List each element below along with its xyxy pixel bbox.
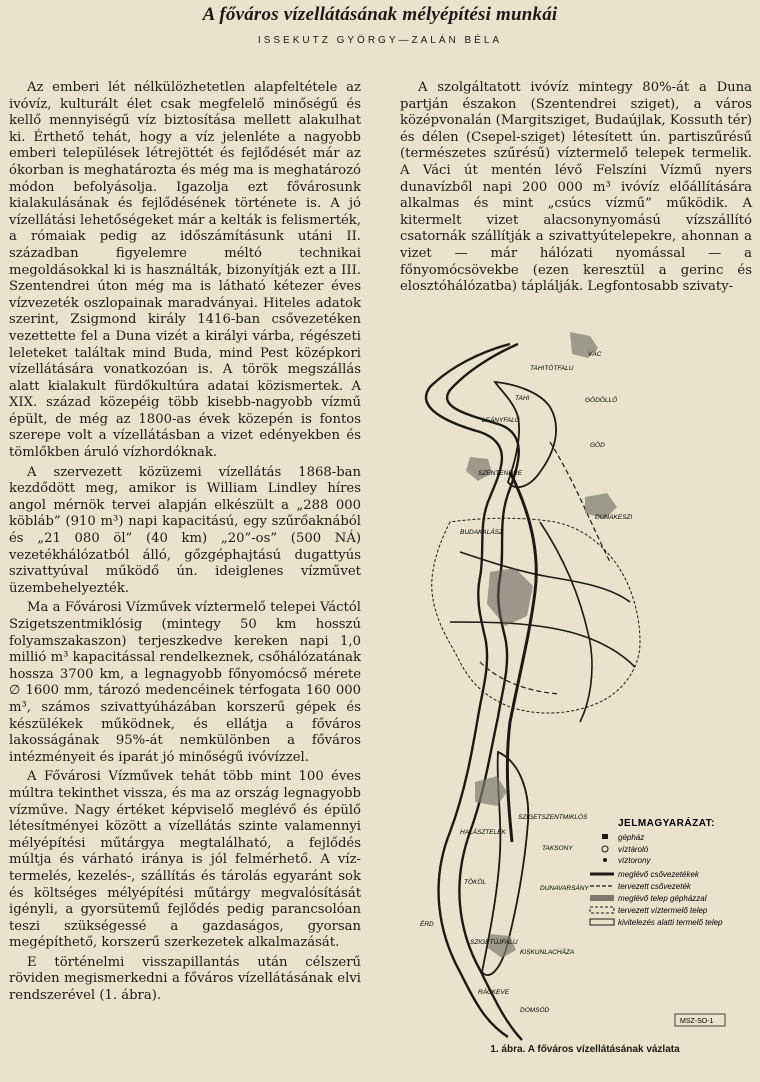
paragraph: A szervezett közüzemi vízellátás 1868-ban kezdődött meg, amikor is William Lindley híres angol mérnök tervei alapján elkészült a „288 000 köbláb” (910 m³) napi kapacitású, egy szűrőaknából és „21 080 öl” (40 km) „20”-os” (500 NÁ) vezetékhálózatból álló, gőzgéphajtású dugattyús szivattyúval működő ún. ideiglenes vízművet üzembehelyezték. [9, 464, 361, 596]
river-east-bank [447, 344, 522, 1040]
map-ref-tag: MSZ-SO-1 [680, 1018, 714, 1025]
legend-item: meglévő telep gépházzal [618, 894, 707, 903]
place-label: TAKSONY [542, 845, 573, 852]
place-label: RÁCKEVE [478, 989, 510, 996]
legend-item: tervezett csővezeték [618, 882, 691, 891]
place-label: VÁC [588, 351, 602, 358]
place-label: SZENTENDRE [478, 470, 523, 477]
paragraph: E történelmi visszapillantás után célszerű röviden megismerkedni a főváros vízellátásának elvi rendszerével (1. ábra). [9, 954, 361, 1004]
legend-item: gépház [618, 833, 645, 842]
paragraph: Ma a Fővárosi Vízművek víztermelő telepei Váctól Szigetszentmiklósig (mintegy 50 km hosszú folyamszakaszon) terjeszkedve kereken napi 1,0 millió m³ kapacitással rendelkeznek, csőhálózatának hossza 3700 km, a legnagyobb főnyomócső mérete ∅ 1600 mm, tározó medencéinek térfogata 160 000 m³, számos szivattyúházában korszerű gépek és készülékek működnek, és ellátja a főváros lakosságának 95%-át nemkülönben a főváros intézményeit és iparát jó minőségű ivóvízzel. [9, 600, 361, 765]
place-label: DOMSÓD [520, 1007, 550, 1014]
left-text-column [9, 80, 361, 1005]
paragraph: A szolgáltatott ivóvíz mintegy 80%-át a Duna partján északon (Szentendrei sziget), a város középvonalán (Margitsziget, Budaújlak, Kossuth tér) és délen (Csepel-sziget) létesített ún. partiszűrésű (természetes szűrésű) víztermelő telepek termelik. A Váci út mentén lévő Felszíni Vízmű nyers dunavízből napi 200 000 m³ ivóvíz előállítására alkalmas és mint „csúcs vízmű” működik. A kitermelt vizet alacsonynyomású vízszállító csatornák szállítják a szivattyútelepekre, ahonnan a vizet — már hálózati nyomással — a főnyomócsövekbe (ezen keresztül a gerinc és elosztóhálózatba) táplálják. Legfontosabb szivaty- [400, 80, 752, 295]
place-label: DUNAVARSÁNY [540, 885, 589, 892]
settlement-szigetszentmiklos [475, 776, 507, 806]
place-label: BUDAKALÁSZ [460, 529, 503, 536]
place-label: ÉRD [420, 921, 434, 928]
place-label: GÖD [590, 442, 605, 449]
place-label: SZIGETSZENTMIKLÓS [518, 814, 588, 821]
place-label: SZIGETÚJFALU [470, 939, 518, 946]
right-text-column [400, 80, 752, 296]
existing-plant-symbol [590, 895, 614, 901]
map-legend [590, 816, 723, 927]
pipeline [540, 522, 592, 722]
planned-plant-symbol [590, 907, 614, 913]
settlement-budapest [487, 568, 533, 626]
place-label: LEÁNYFALU [482, 417, 520, 424]
settlement-rackeve [488, 934, 516, 958]
pipeline [460, 552, 630, 602]
article-title: A főváros vízellátásának mélyépítési munkái [202, 4, 558, 25]
legend-item: víztároló [618, 845, 649, 854]
place-label: KISKUNLACHÁZA [520, 949, 575, 956]
place-label: DUNAKESZI [595, 514, 633, 521]
place-label: TÖKÖL [464, 879, 487, 886]
pipeline [450, 622, 635, 667]
settlement-szentendre [466, 457, 492, 481]
place-label: TAHITÓTFALU [530, 365, 574, 372]
main-pipeline [507, 472, 536, 842]
figure-caption: 1. ábra. A főváros vízellátásának vázlata [490, 1044, 680, 1055]
legend-item: víztorony [618, 856, 651, 865]
river-west-bank [426, 344, 510, 1037]
under-construction-plant-symbol [590, 919, 614, 925]
place-label: TAHI [515, 395, 530, 402]
paragraph: A Fővárosi Vízművek tehát több mint 100 éves múltra tekinthet vissza, és ma az ország legnagyobb vízműve. Nagy értéket képviselő meglévő és épülő létesítményei között a vízellátás szinte valamennyi mélyépítési műtárgya megtalálható, a fejlődés múltja és várható iránya is jól felmérhető. A víz-termelés, kezelés-, szállítás és tárolás egyaránt sok és költséges mélyépítési műtárgy megvalósítását igényli, a gyorsütemű fejlődés pedig parancsolóan teszi szükségessé a gazdaságos, gyorsan megépíthető, korszerű szerkezetek alkalmazását. [9, 769, 361, 951]
map-figure [390, 322, 750, 1052]
place-label: HALÁSZTELEK [460, 829, 506, 836]
water-tower-symbol [603, 858, 607, 862]
legend-title: JELMAGYARÁZAT: [618, 818, 716, 829]
legend-item: kivitelezés alatti termelő telep [618, 918, 723, 927]
legend-item: meglévő csővezetékek [618, 870, 699, 879]
legend-item: tervezett víztermelő telep [618, 906, 708, 915]
place-label: GÖDÖLLŐ [585, 397, 618, 404]
article-authors: ISSEKUTZ GYÖRGY—ZALÁN BÉLA [257, 35, 503, 46]
machine-house-symbol [602, 834, 608, 839]
reservoir-symbol [602, 846, 608, 852]
paragraph: Az emberi lét nélkülözhetetlen alapfeltétele az ivóvíz, kulturált élet csak megfelelő minőségű és kellő mennyiségű víz biztosítása mellett alakulhat ki. Érthető tehát, hogy a víz jelenléte a nagyobb emberi települések létrejöttét és fejlődését már az ókorban is meghatározta és még ma is meghatározó módon befolyásolja. Igazolja ezt fővárosunk kialakulásának és fejlődésének története is. A jó vízellátási lehetőségeket már a kelták is felismerték, a rómaiak pedig az időszámításunk utáni II. században figyelemre méltó technikai megoldásokkal ki is használták, bizonyítják ezt a III. Szentendrei úton még ma is látható kétezer éves vízvezeték oszlopainak maradványai. Hiteles adatok szerint, Zsigmond király 1416-ban csővezetéken vezettette fel a Duna vizét a királyi várba, régészeti leleteket találtak mind Buda, mind Pest középkori vízellátására vonatkozóan is. A török megszállás alatt kialakult fürdőkultúra adatai közismertek. A XIX. század közepéig több kisebb-nagyobb vízmű épült, de még az 1800-as évek közepén is fontos szerepe volt a vízellátásban a vizet edényekben és tömlőkben áruló vízhordóknak. [9, 80, 361, 461]
water-supply-map [390, 322, 750, 1052]
